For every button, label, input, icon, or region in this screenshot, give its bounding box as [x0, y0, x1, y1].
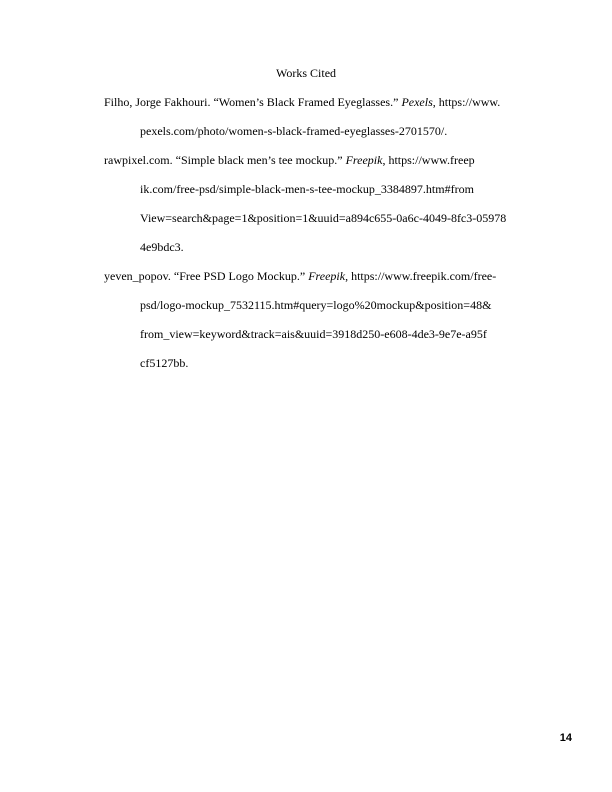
citation-text: psd/logo-mockup_7532115.htm#query=logo%20mockup&position=48&	[140, 298, 492, 312]
citation-line	[140, 324, 487, 344]
citation-line	[140, 208, 506, 228]
works-cited-heading: Works Cited	[275, 66, 337, 80]
citation-text: pexels.com/photo/women-s-black-framed-eyeglasses-2701570/.	[140, 124, 448, 138]
citation-source-title: Freepik	[345, 153, 383, 167]
citation-line	[140, 237, 184, 257]
citation-line	[104, 150, 475, 170]
citation-text: , https://www.	[432, 95, 501, 109]
page-number: 14	[559, 732, 572, 744]
citation-text: ik.com/free-psd/simple-black-men-s-tee-mockup_3384897.htm#from	[140, 182, 474, 196]
citation-text: cf5127bb.	[140, 356, 189, 370]
citation-line	[140, 121, 447, 141]
citation-line	[140, 295, 491, 315]
citation-text: yeven_popov. “Free PSD Logo Mockup.”	[104, 269, 309, 283]
citation-source-title: Pexels	[401, 95, 433, 109]
citation-text: 4e9bdc3.	[140, 240, 184, 254]
citation-line	[140, 179, 474, 199]
citation-text: Filho, Jorge Fakhouri. “Women’s Black Framed Eyeglasses.”	[104, 95, 402, 109]
citation-text: from_view=keyword&track=ais&uuid=3918d250-e608-4de3-9e7e-a95f	[140, 327, 487, 341]
citation-text: , https://www.freepik.com/free-	[345, 269, 497, 283]
citation-text: View=search&page=1&position=1&uuid=a894c655-0a6c-4049-8fc3-05978	[140, 211, 507, 225]
citation-line	[104, 266, 496, 286]
citation-line	[140, 353, 188, 373]
citation-source-title: Freepik	[308, 269, 346, 283]
citation-text: rawpixel.com. “Simple black men’s tee mockup.”	[104, 153, 346, 167]
citation-line	[104, 92, 500, 112]
citation-text: , https://www.freep	[382, 153, 475, 167]
